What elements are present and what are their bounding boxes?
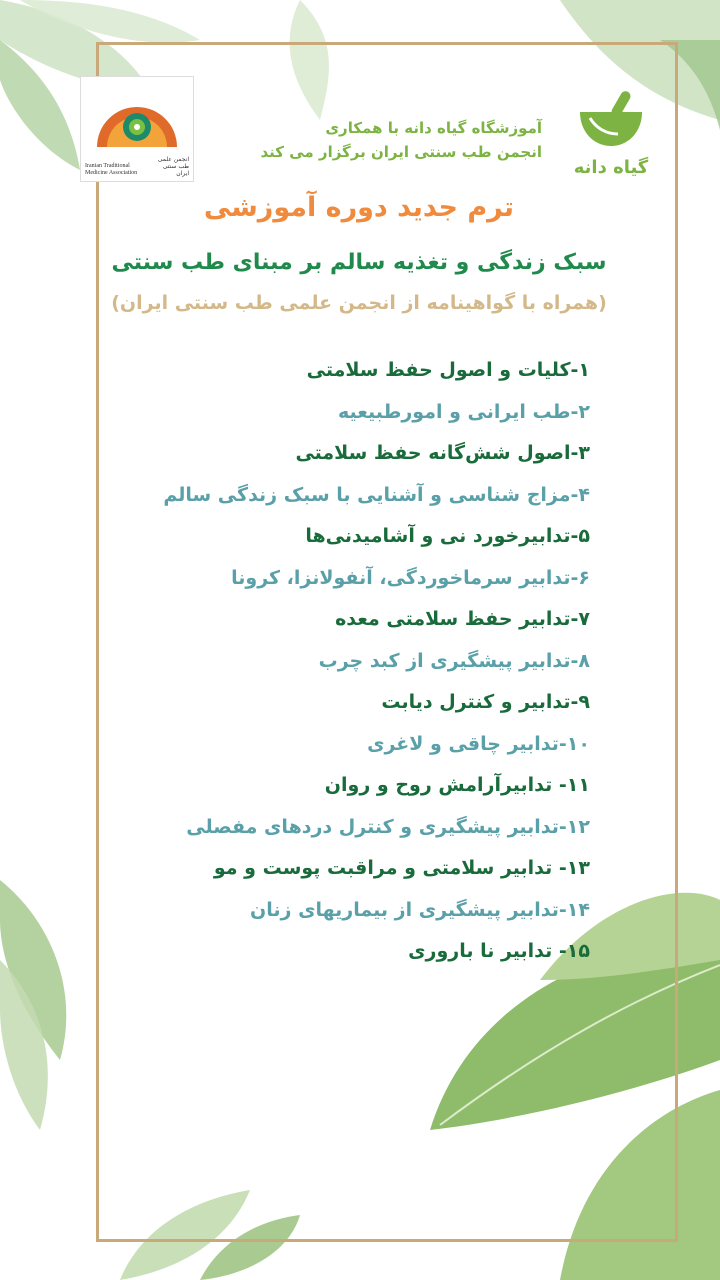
topic-item: ۳-اصول شش‌گانه حفظ سلامتی: [295, 442, 590, 464]
intro-line-2: انجمن طب سنتی ایران برگزار می کند: [260, 143, 542, 161]
topic-item: ۶-تدابیر سرماخوردگی، آنفولانزا، کرونا: [231, 566, 590, 589]
topics-list: [120, 350, 590, 973]
topic-item: ۴-مزاج شناسی و آشنایی با سبک زندگی سالم: [163, 483, 590, 506]
intro-line-1: آموزشگاه گیاه دانه با همکاری: [325, 119, 542, 137]
brand-name: گیاه دانه: [573, 157, 649, 178]
content-card: [52, 60, 666, 1220]
topic-item: ۸-تدابیر پیشگیری از کبد چرب: [318, 649, 590, 672]
association-logo: [80, 76, 194, 182]
certificate-note: (همراه با گواهینامه از انجمن علمی طب سنتی ایران): [111, 292, 607, 314]
association-english-name: Iranian Traditional Medicine Association: [85, 163, 138, 176]
mortar-and-pestle-icon: [556, 88, 666, 150]
topic-item: ۵-تدابیرخورد نی و آشامیدنی‌ها: [305, 525, 590, 547]
topic-item: ۱۵- تدابیر نا باروری: [408, 940, 590, 962]
topic-item: ۱۲-تدابیر پیشگیری و کنترل دردهای مفصلی: [186, 815, 590, 838]
topic-item: ۱۳- تدابیر سلامتی و مراقبت پوست و مو: [213, 857, 590, 879]
topic-item: ۲-طب ایرانی و امورطبیعیه: [337, 400, 590, 423]
intro-text: [202, 116, 542, 164]
course-subtitle: سبک زندگی و تغذیه سالم بر مبنای طب سنتی: [111, 250, 607, 275]
topic-item: ۱-کلیات و اصول حفظ سلامتی: [306, 359, 590, 381]
topic-item: ۹-تدابیر و کنترل دیابت: [381, 691, 590, 713]
brand-logo: [556, 88, 666, 178]
topic-item: ۱۰-تدابیر چاقی و لاغری: [367, 732, 590, 755]
topic-item: ۱۱- تدابیرآرامش روح و روان: [324, 774, 590, 796]
association-persian-name: انجمن علمی طب سنتی ایران: [157, 156, 189, 177]
iran-traditional-medicine-association-emblem: [81, 81, 193, 151]
topic-item: ۱۴-تدابیر پیشگیری از بیماریهای زنان: [250, 898, 590, 921]
page-title: ترم جدید دوره آموزشی: [203, 192, 515, 223]
topic-item: ۷-تدابیر حفظ سلامتی معده: [335, 608, 590, 630]
